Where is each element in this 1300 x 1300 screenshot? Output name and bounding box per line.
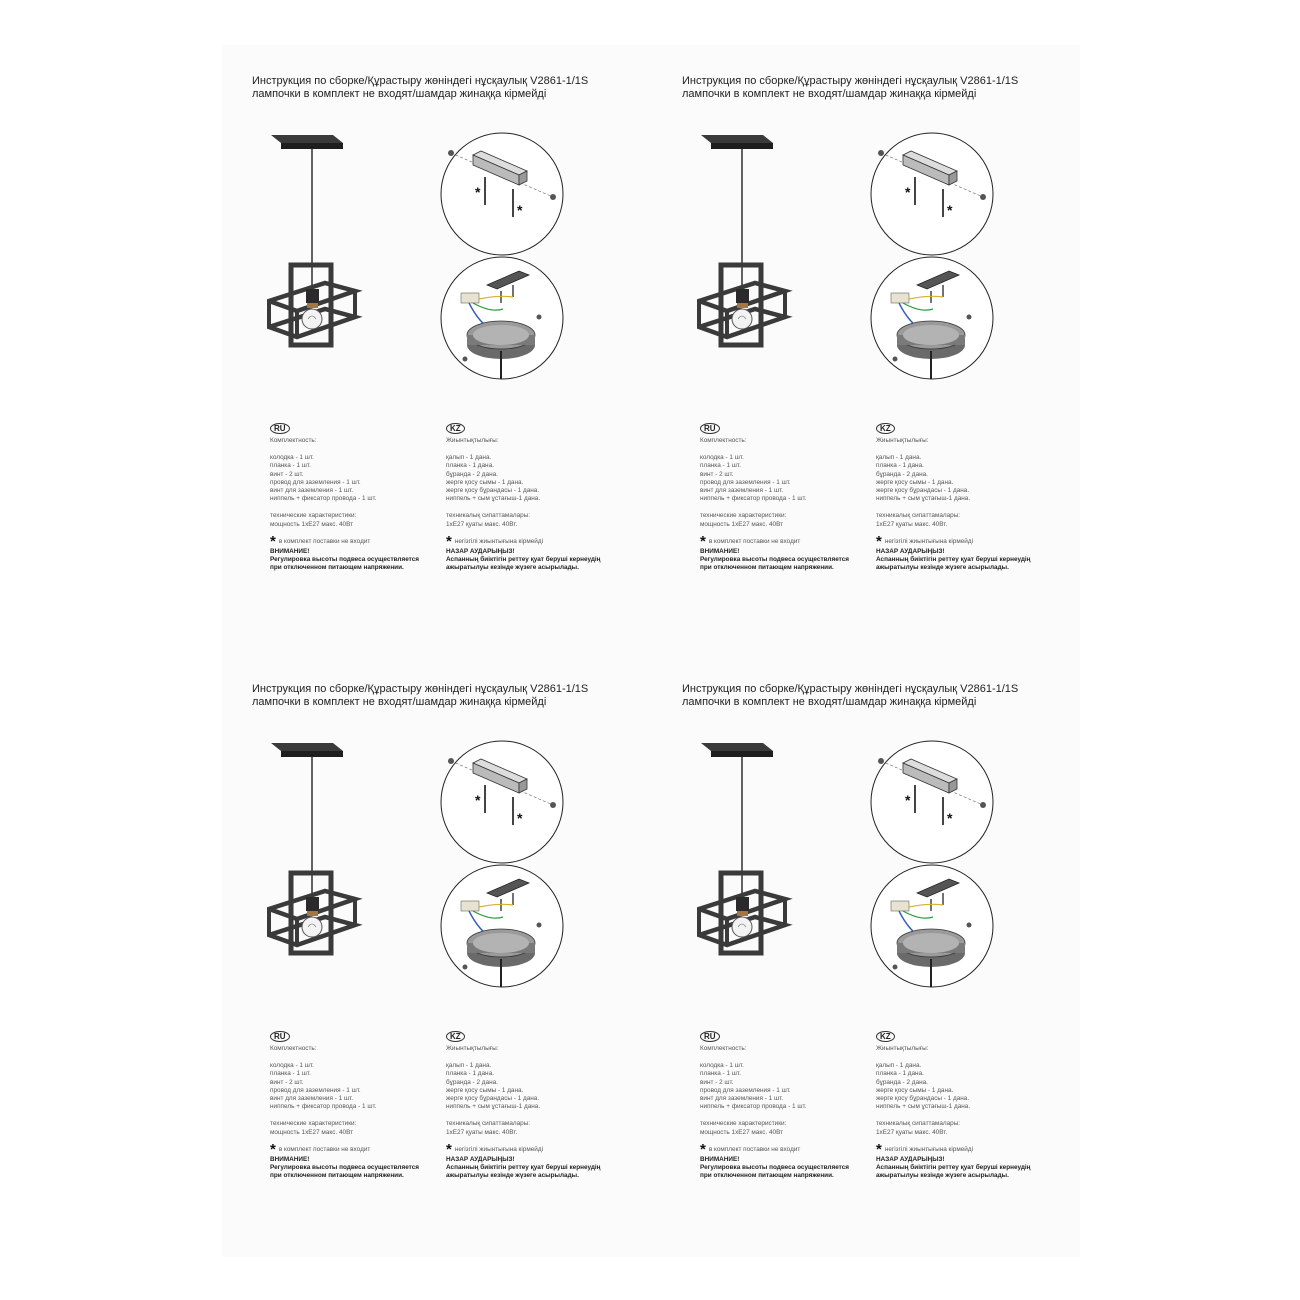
kz-warning-title: НАЗАР АУДАРЫҢЫЗ!	[876, 1156, 945, 1164]
list-item: жерге қосу бұрандасы - 1 дана.	[876, 1095, 970, 1103]
pendant-lamp-illustration	[267, 741, 377, 981]
kz-kit-list	[446, 454, 624, 503]
not-included-star: *	[517, 202, 523, 218]
mounting-plate-diagram	[869, 131, 995, 257]
kz-section	[446, 423, 624, 573]
list-item: колодка - 1 шт.	[700, 454, 744, 462]
list-item: жерге қосу сымы - 1 дана.	[446, 478, 524, 486]
list-item: ниппель + сым ұстағыш-1 дана.	[446, 1103, 541, 1111]
kz-spec	[446, 512, 624, 528]
canopy-wiring-diagram	[869, 255, 995, 381]
kz-warning	[446, 548, 624, 573]
kz-note-text: негізгілі жиынтығына кірмейді	[884, 537, 973, 545]
list-item: ниппель + фиксатор провода - 1 шт.	[270, 495, 377, 503]
ru-language-badge: RU	[700, 423, 720, 434]
list-item: қалып - 1 дана.	[446, 1062, 492, 1070]
kz-spec	[876, 1120, 1054, 1136]
list-item: ниппель + сым ұстағыш-1 дана.	[876, 1103, 971, 1111]
list-item: бұранда - 2 дана.	[446, 470, 498, 478]
panel-header	[252, 683, 588, 709]
list-item: винт - 2 шт.	[700, 470, 734, 478]
ru-not-included-note	[270, 532, 448, 550]
ru-not-included-note	[700, 532, 878, 550]
list-item: планка - 1 дана.	[876, 1070, 924, 1078]
ru-kit-list	[700, 1062, 878, 1111]
ru-warning-title: ВНИМАНИЕ!	[270, 1156, 310, 1164]
instruction-subtitle: лампочки в комплект не входят/шамдар жинаққа кірмейді	[252, 88, 547, 100]
instruction-panel-top-left	[252, 75, 652, 635]
kz-warning-line: ажыратылуы кезінде жүзеге асырылады.	[446, 1172, 579, 1180]
kz-not-included-note	[446, 1140, 624, 1158]
kz-language-badge: KZ	[446, 1031, 465, 1042]
asterisk-icon: *	[700, 1140, 706, 1158]
kz-spec-label: техникалық сипаттамалары:	[876, 1120, 961, 1128]
kz-note-text: негізгілі жиынтығына кірмейді	[884, 1145, 973, 1153]
ru-kit-label: Комплектность:	[700, 437, 747, 444]
instruction-panel-bottom-right	[682, 683, 1082, 1243]
ru-warning	[700, 1156, 878, 1181]
ru-warning-title: ВНИМАНИЕ!	[270, 548, 310, 556]
kz-warning-line: Аспанның биіктігін реттеу қуат беруші кернеудің	[446, 1164, 601, 1172]
list-item: колодка - 1 шт.	[270, 1062, 314, 1070]
kz-not-included-note	[876, 1140, 1054, 1158]
instruction-sheet	[222, 45, 1080, 1257]
ru-note-text: в комплект поставки не входит	[708, 537, 801, 545]
kz-warning	[876, 548, 1054, 573]
not-included-star: *	[475, 792, 481, 808]
instruction-title: Инструкция по сборке/Құрастыру жөніндегі нұсқаулық V2861-1/1S	[682, 75, 1019, 87]
instruction-subtitle: лампочки в комплект не входят/шамдар жинаққа кірмейді	[252, 696, 547, 708]
ru-spec-value: мощность 1xE27 макс. 40Вт	[700, 1128, 784, 1136]
canopy-wiring-diagram	[869, 863, 995, 989]
kz-spec	[876, 512, 1054, 528]
list-item: провод для заземления - 1 шт.	[700, 1086, 791, 1094]
kz-spec-label: техникалық сипаттамалары:	[446, 1120, 531, 1128]
mounting-plate-diagram	[869, 739, 995, 865]
kz-kit-list	[446, 1062, 624, 1111]
not-included-star: *	[517, 810, 523, 826]
kz-not-included-note	[446, 532, 624, 550]
list-item: колодка - 1 шт.	[700, 1062, 744, 1070]
list-item: винт для заземления - 1 шт.	[700, 1095, 784, 1103]
ru-language-badge: RU	[270, 1031, 290, 1042]
kz-warning-title: НАЗАР АУДАРЫҢЫЗ!	[876, 548, 945, 556]
ru-spec-label: технические характеристики:	[270, 512, 357, 520]
ru-spec-label: технические характеристики:	[270, 1120, 357, 1128]
list-item: қалып - 1 дана.	[876, 1062, 922, 1070]
kz-warning-title: НАЗАР АУДАРЫҢЫЗ!	[446, 548, 515, 556]
kz-spec-value: 1xE27 қуаты макс. 40Вт.	[446, 520, 518, 528]
ru-kit-list	[270, 454, 448, 503]
ru-kit-label: Комплектность:	[700, 1045, 747, 1052]
kz-warning-line: ажыратылуы кезінде жүзеге асырылады.	[876, 564, 1009, 572]
pendant-lamp-illustration	[267, 133, 377, 373]
ru-spec	[270, 1120, 448, 1136]
instruction-subtitle: лампочки в комплект не входят/шамдар жинаққа кірмейді	[682, 696, 977, 708]
kz-kit-label: Жиынтықтылығы:	[446, 1045, 499, 1052]
instruction-title: Инструкция по сборке/Құрастыру жөніндегі нұсқаулық V2861-1/1S	[682, 683, 1019, 695]
kz-spec	[446, 1120, 624, 1136]
not-included-star: *	[947, 202, 953, 218]
list-item: колодка - 1 шт.	[270, 454, 314, 462]
ru-spec-value: мощность 1xE27 макс. 40Вт	[270, 1128, 354, 1136]
canopy-wiring-diagram	[439, 255, 565, 381]
kz-note-text: негізгілі жиынтығына кірмейді	[454, 537, 543, 545]
ru-warning-title: ВНИМАНИЕ!	[700, 1156, 740, 1164]
canopy-wiring-diagram	[439, 863, 565, 989]
ru-section	[700, 1031, 878, 1181]
mounting-plate-diagram	[439, 739, 565, 865]
list-item: планка - 1 шт.	[700, 1070, 741, 1078]
list-item: ниппель + сым ұстағыш-1 дана.	[876, 495, 971, 503]
kz-warning-line: Аспанның биіктігін реттеу қуат беруші кернеудің	[876, 1164, 1031, 1172]
kz-warning-line: Аспанның биіктігін реттеу қуат беруші кернеудің	[876, 556, 1031, 564]
instruction-title: Инструкция по сборке/Құрастыру жөніндегі нұсқаулық V2861-1/1S	[252, 75, 589, 87]
kz-warning	[446, 1156, 624, 1181]
ru-kit-list	[270, 1062, 448, 1111]
asterisk-icon: *	[446, 1140, 452, 1158]
list-item: винт - 2 шт.	[700, 1078, 734, 1086]
kz-kit-label: Жиынтықтылығы:	[446, 437, 499, 444]
ru-section	[700, 423, 878, 573]
ru-spec-label: технические характеристики:	[700, 512, 787, 520]
list-item: жерге қосу сымы - 1 дана.	[876, 478, 954, 486]
ru-spec-value: мощность 1xE27 макс. 40Вт	[700, 520, 784, 528]
list-item: винт для заземления - 1 шт.	[270, 487, 354, 495]
list-item: ниппель + фиксатор провода - 1 шт.	[270, 1103, 377, 1111]
list-item: жерге қосу бұрандасы - 1 дана.	[446, 487, 540, 495]
ru-section	[270, 1031, 448, 1181]
list-item: планка - 1 дана.	[446, 1070, 494, 1078]
list-item: жерге қосу бұрандасы - 1 дана.	[446, 1095, 540, 1103]
instruction-panel-bottom-left	[252, 683, 652, 1243]
kz-spec-value: 1xE27 қуаты макс. 40Вт.	[876, 1128, 948, 1136]
list-item: планка - 1 дана.	[876, 462, 924, 470]
ru-language-badge: RU	[270, 423, 290, 434]
kz-note-text: негізгілі жиынтығына кірмейді	[454, 1145, 543, 1153]
list-item: ниппель + фиксатор провода - 1 шт.	[700, 1103, 807, 1111]
list-item: бұранда - 2 дана.	[876, 470, 928, 478]
ru-warning-line: при отключенном питающем напряжении.	[700, 564, 834, 572]
ru-note-text: в комплект поставки не входит	[278, 1145, 371, 1153]
kz-spec-label: техникалық сипаттамалары:	[876, 512, 961, 520]
ru-spec	[270, 512, 448, 528]
list-item: бұранда - 2 дана.	[876, 1078, 928, 1086]
ru-warning-line: Регулировка высоты подвеса осуществляется	[270, 1164, 420, 1172]
list-item: жерге қосу сымы - 1 дана.	[446, 1086, 524, 1094]
ru-kit-list	[700, 454, 878, 503]
ru-spec-value: мощность 1xE27 макс. 40Вт	[270, 520, 354, 528]
list-item: провод для заземления - 1 шт.	[700, 478, 791, 486]
kz-language-badge: KZ	[876, 1031, 895, 1042]
kz-warning-line: Аспанның биіктігін реттеу қуат беруші кернеудің	[446, 556, 601, 564]
list-item: планка - 1 шт.	[270, 462, 311, 470]
instruction-title: Инструкция по сборке/Құрастыру жөніндегі нұсқаулық V2861-1/1S	[252, 683, 589, 695]
pendant-lamp-illustration	[697, 133, 807, 373]
kz-warning-line: ажыратылуы кезінде жүзеге асырылады.	[446, 564, 579, 572]
ru-not-included-note	[270, 1140, 448, 1158]
kz-language-badge: KZ	[446, 423, 465, 434]
list-item: бұранда - 2 дана.	[446, 1078, 498, 1086]
kz-section	[876, 1031, 1054, 1181]
list-item: жерге қосу сымы - 1 дана.	[876, 1086, 954, 1094]
list-item: қалып - 1 дана.	[446, 454, 492, 462]
kz-not-included-note	[876, 532, 1054, 550]
instruction-panel-top-right	[682, 75, 1082, 635]
ru-kit-label: Комплектность:	[270, 1045, 317, 1052]
ru-language-badge: RU	[700, 1031, 720, 1042]
kz-language-badge: KZ	[876, 423, 895, 434]
list-item: провод для заземления - 1 шт.	[270, 478, 361, 486]
asterisk-icon: *	[270, 532, 276, 550]
list-item: планка - 1 шт.	[270, 1070, 311, 1078]
ru-not-included-note	[700, 1140, 878, 1158]
ru-section	[270, 423, 448, 573]
list-item: винт для заземления - 1 шт.	[270, 1095, 354, 1103]
list-item: винт - 2 шт.	[270, 1078, 304, 1086]
ru-warning-line: при отключенном питающем напряжении.	[700, 1172, 834, 1180]
ru-spec-label: технические характеристики:	[700, 1120, 787, 1128]
ru-warning-line: Регулировка высоты подвеса осуществляется	[700, 556, 850, 564]
list-item: планка - 1 дана.	[446, 462, 494, 470]
ru-warning	[270, 1156, 448, 1181]
kz-section	[446, 1031, 624, 1181]
asterisk-icon: *	[700, 532, 706, 550]
panel-header	[682, 683, 1018, 709]
asterisk-icon: *	[446, 532, 452, 550]
kz-warning	[876, 1156, 1054, 1181]
kz-spec-value: 1xE27 қуаты макс. 40Вт.	[446, 1128, 518, 1136]
kz-section	[876, 423, 1054, 573]
kz-kit-list	[876, 1062, 1054, 1111]
ru-warning-line: Регулировка высоты подвеса осуществляется	[270, 556, 420, 564]
list-item: провод для заземления - 1 шт.	[270, 1086, 361, 1094]
ru-warning	[700, 548, 878, 573]
ru-warning-title: ВНИМАНИЕ!	[700, 548, 740, 556]
not-included-star: *	[905, 184, 911, 200]
not-included-star: *	[905, 792, 911, 808]
kz-warning-line: ажыратылуы кезінде жүзеге асырылады.	[876, 1172, 1009, 1180]
list-item: ниппель + фиксатор провода - 1 шт.	[700, 495, 807, 503]
mounting-plate-diagram	[439, 131, 565, 257]
ru-spec	[700, 512, 878, 528]
ru-warning-line: при отключенном питающем напряжении.	[270, 1172, 404, 1180]
kz-spec-label: техникалық сипаттамалары:	[446, 512, 531, 520]
kz-kit-list	[876, 454, 1054, 503]
instruction-subtitle: лампочки в комплект не входят/шамдар жинаққа кірмейді	[682, 88, 977, 100]
panel-header	[252, 75, 588, 101]
asterisk-icon: *	[270, 1140, 276, 1158]
list-item: ниппель + сым ұстағыш-1 дана.	[446, 495, 541, 503]
list-item: винт для заземления - 1 шт.	[700, 487, 784, 495]
list-item: қалып - 1 дана.	[876, 454, 922, 462]
ru-kit-label: Комплектность:	[270, 437, 317, 444]
pendant-lamp-illustration	[697, 741, 807, 981]
panel-header	[682, 75, 1018, 101]
list-item: жерге қосу бұрандасы - 1 дана.	[876, 487, 970, 495]
kz-kit-label: Жиынтықтылығы:	[876, 437, 929, 444]
ru-spec	[700, 1120, 878, 1136]
ru-note-text: в комплект поставки не входит	[278, 537, 371, 545]
ru-warning	[270, 548, 448, 573]
ru-warning-line: Регулировка высоты подвеса осуществляется	[700, 1164, 850, 1172]
kz-spec-value: 1xE27 қуаты макс. 40Вт.	[876, 520, 948, 528]
list-item: винт - 2 шт.	[270, 470, 304, 478]
list-item: планка - 1 шт.	[700, 462, 741, 470]
asterisk-icon: *	[876, 532, 882, 550]
kz-kit-label: Жиынтықтылығы:	[876, 1045, 929, 1052]
not-included-star: *	[947, 810, 953, 826]
asterisk-icon: *	[876, 1140, 882, 1158]
ru-note-text: в комплект поставки не входит	[708, 1145, 801, 1153]
not-included-star: *	[475, 184, 481, 200]
ru-warning-line: при отключенном питающем напряжении.	[270, 564, 404, 572]
kz-warning-title: НАЗАР АУДАРЫҢЫЗ!	[446, 1156, 515, 1164]
